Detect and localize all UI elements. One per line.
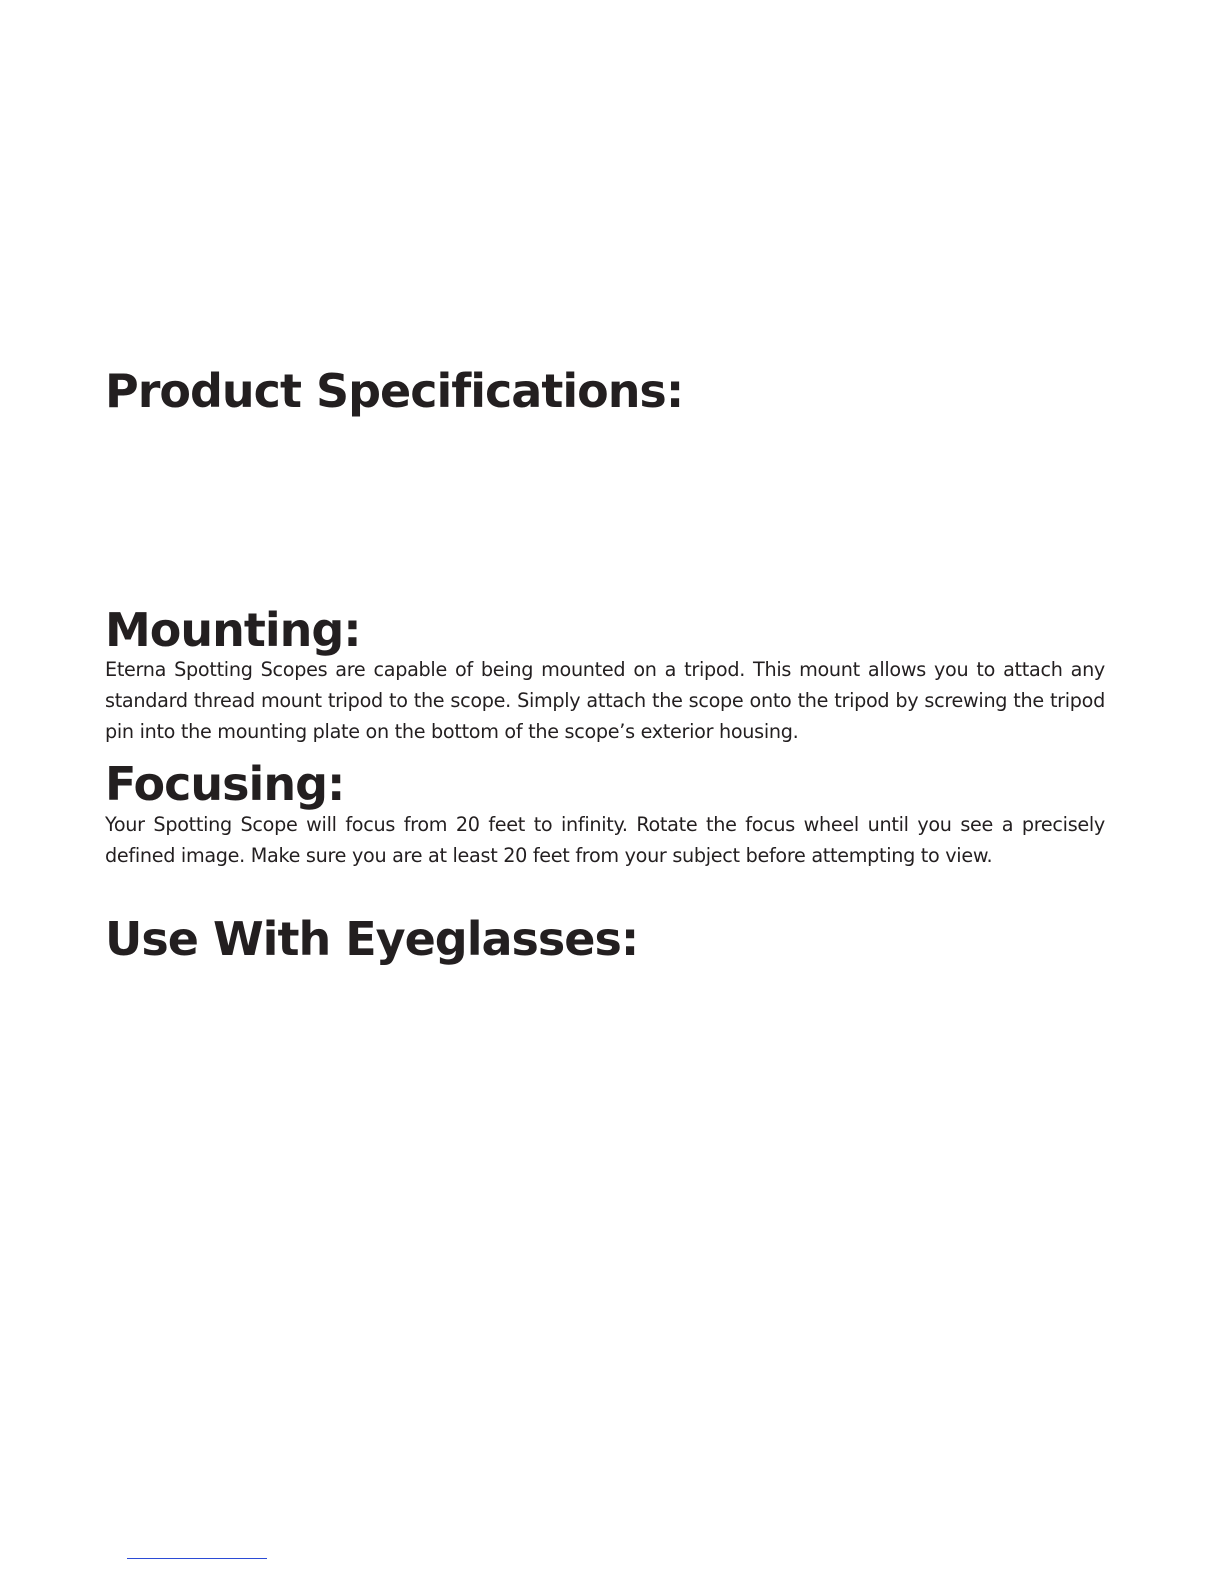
paragraph-focusing: Your Spotting Scope will focus from 20 feet to infinity. Rotate the focus wheel until you see a precisely defined image. Make sure you are at least 20 feet from your subject before attempting to view. <box>105 813 1105 867</box>
heading-mounting: Mounting: <box>105 603 361 657</box>
link-underline-rule <box>127 1558 267 1559</box>
heading-use-with-eyeglasses: Use With Eyeglasses: <box>105 912 639 966</box>
heading-focusing: Focusing: <box>105 757 345 811</box>
paragraph-mounting: Eterna Spotting Scopes are capable of being mounted on a tripod. This mount allows you to attach any standard thread mount tripod to the scope. Simply attach the scope onto the tripod by screwing the tripod pin into the mounting plate on the bottom of the scope’s exterior housing. <box>105 658 1105 743</box>
heading-product-specifications: Product Specifications: <box>105 364 684 418</box>
